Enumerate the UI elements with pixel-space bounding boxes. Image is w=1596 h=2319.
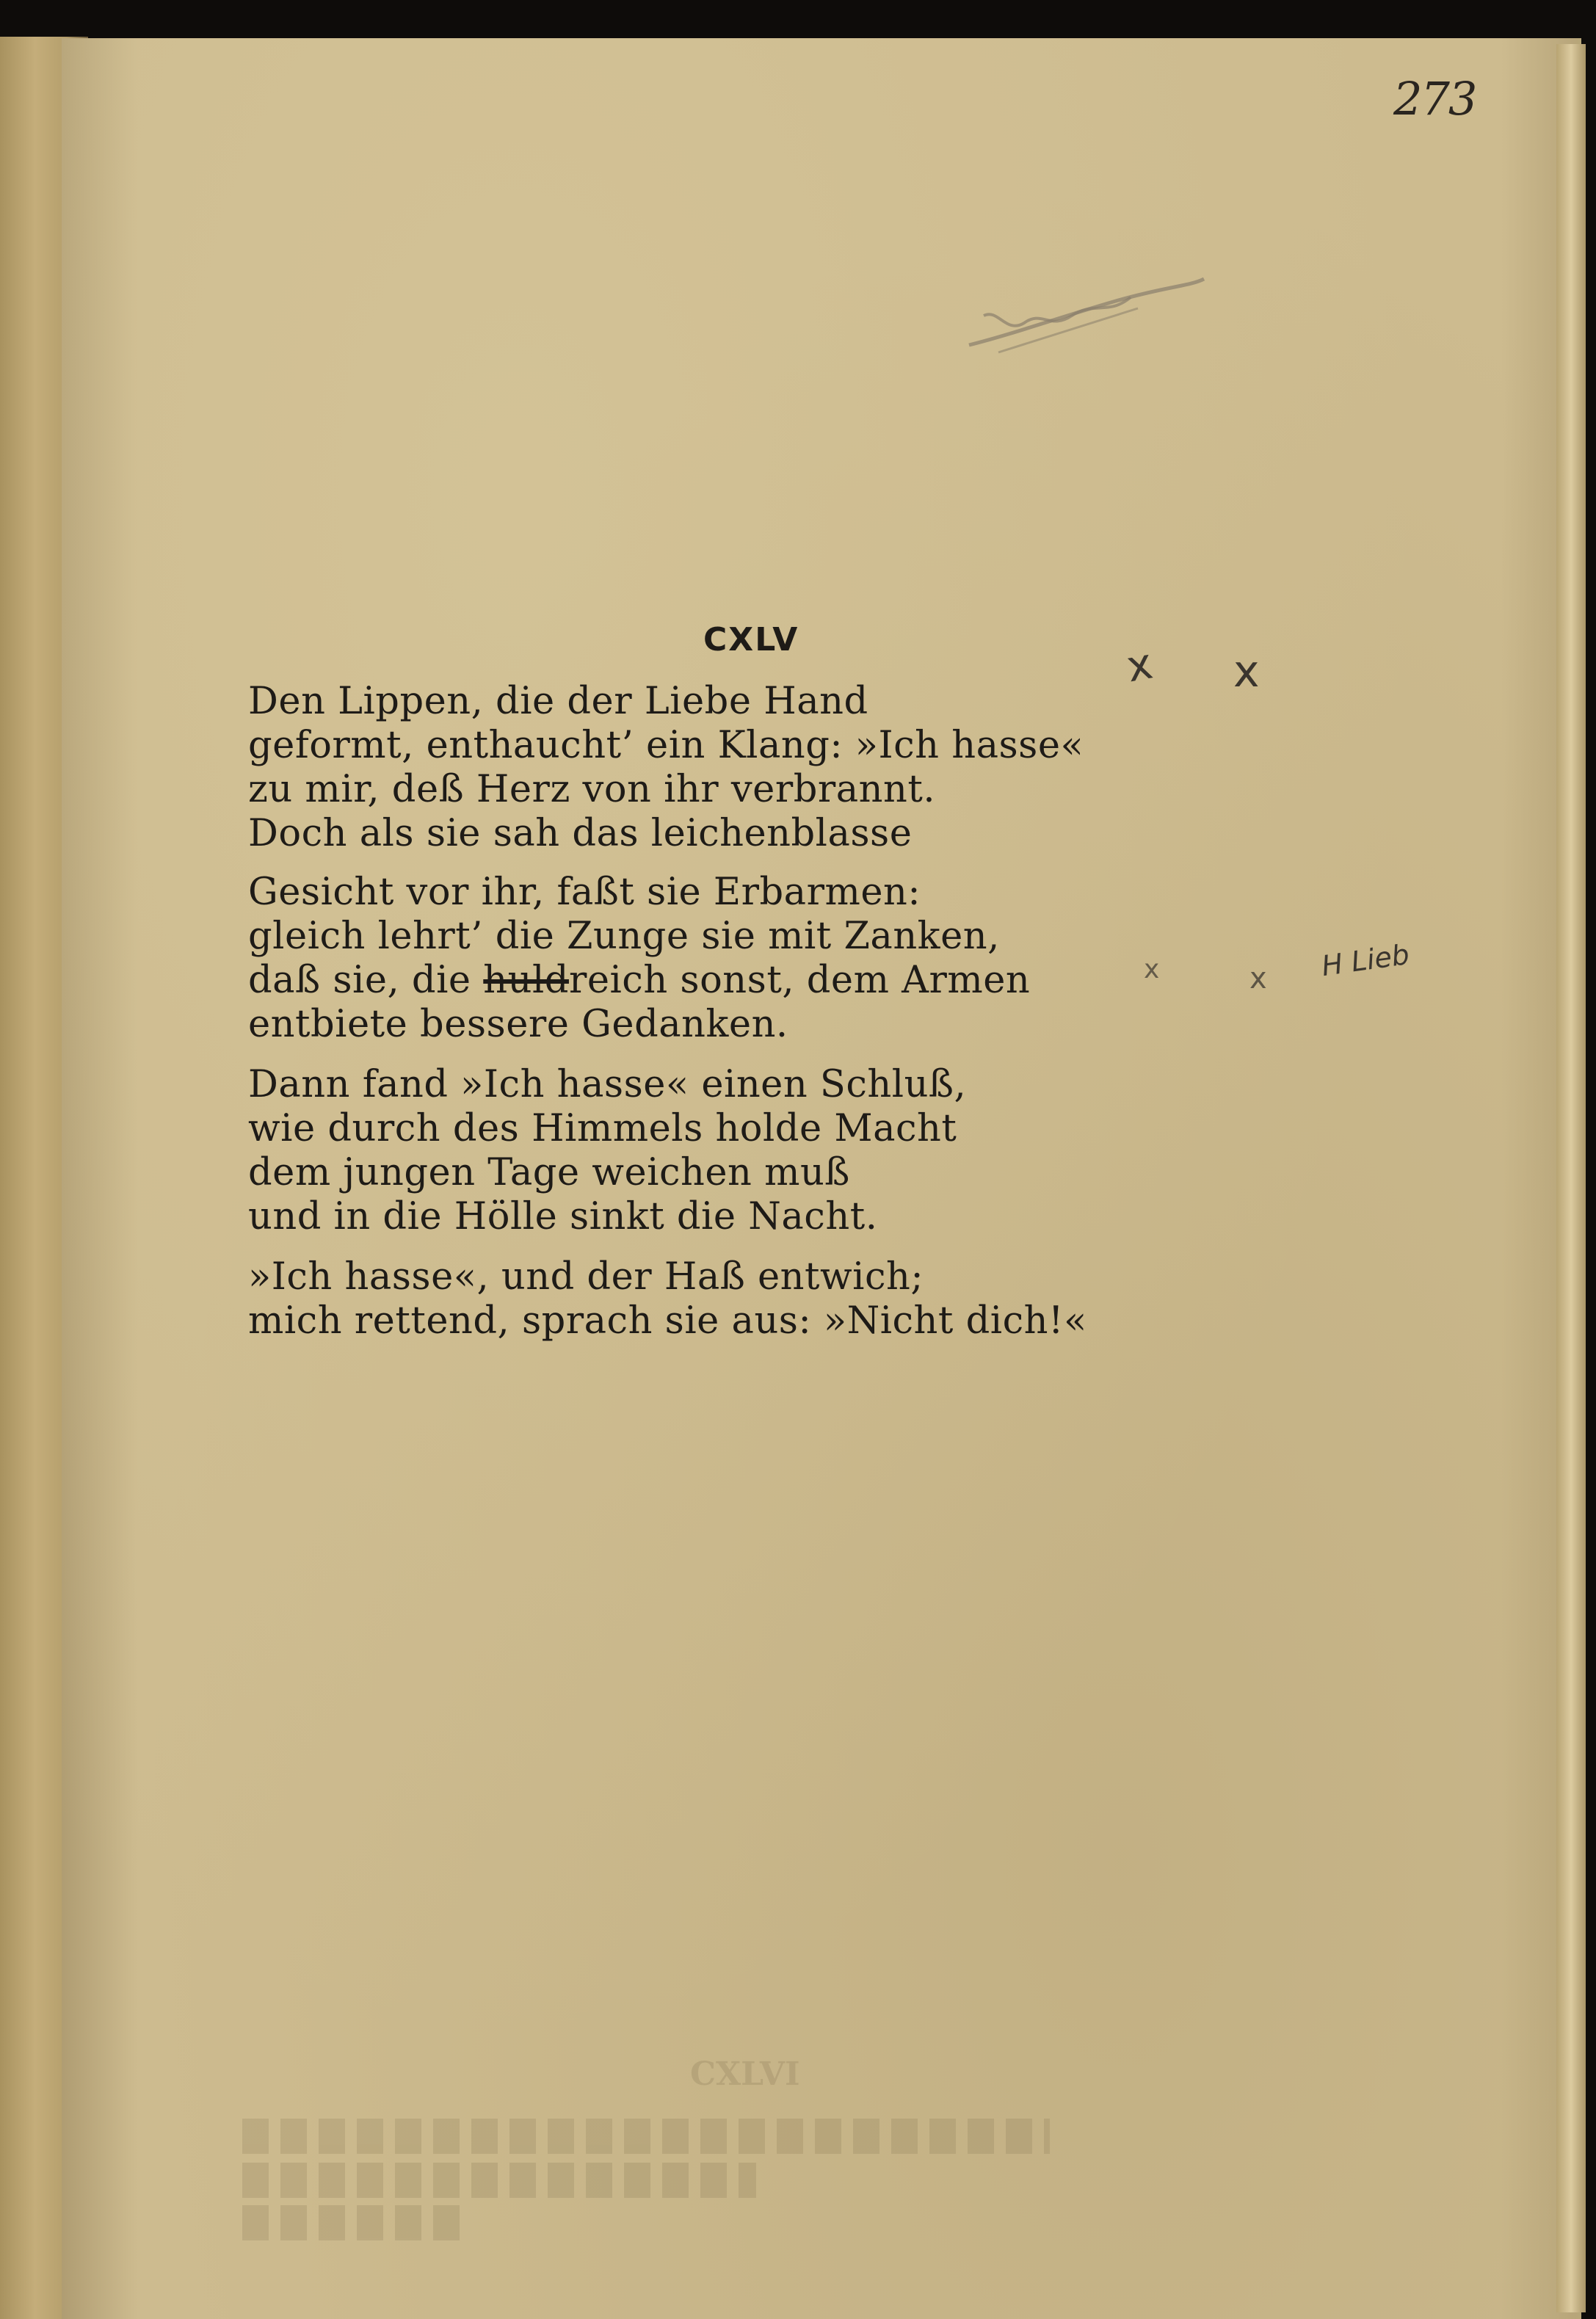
pencil-scribble-mark xyxy=(954,264,1219,367)
poem-line: Dann fand »Ich hasse« einen Schluß, xyxy=(248,1063,967,1106)
poem-line: Gesicht vor ihr, faßt sie Erbarmen: xyxy=(248,871,921,914)
poem-line: gleich lehrt’ die Zunge sie mit Zanken, xyxy=(248,915,1000,958)
show-through-line xyxy=(242,2163,756,2198)
stanza xyxy=(248,1255,1129,1343)
stanza xyxy=(248,1063,1129,1239)
poem-line: Den Lippen, die der Liebe Hand xyxy=(248,680,868,723)
poem-line: und in die Hölle sinkt die Nacht. xyxy=(248,1195,878,1238)
poem-line: »Ich hasse«, und der Haß entwich; xyxy=(248,1255,924,1299)
margin-cross-mark: x xyxy=(1122,638,1156,692)
poem-line: geformt, enthaucht’ ein Klang: »Ich hasse« xyxy=(248,724,1084,767)
show-through-line xyxy=(242,2205,463,2240)
margin-cross-mark: x xyxy=(1233,646,1260,697)
show-through-text xyxy=(242,2055,1050,2232)
poem-line: mich rettend, sprach sie aus: »Nicht dich!« xyxy=(248,1299,1087,1343)
margin-handwritten-note: H Lieb xyxy=(1319,937,1412,983)
poem-line: zu mir, deß Herz von ihr verbrannt. xyxy=(248,768,936,811)
stanza xyxy=(248,680,1129,856)
poem-line: wie durch des Himmels holde Macht xyxy=(248,1107,957,1150)
struck-through-word: huld xyxy=(483,959,569,1002)
poem-line: entbiete bessere Gedanken. xyxy=(248,1003,788,1046)
stanza xyxy=(248,871,1129,1047)
margin-cross-mark: x xyxy=(1144,954,1160,984)
poem-line: daß sie, die huldreich sonst, dem Armen xyxy=(248,959,1031,1002)
show-through-title: CXLVI xyxy=(690,2055,800,2093)
page-stack-edge xyxy=(1556,44,1586,2312)
show-through-line xyxy=(242,2119,1050,2154)
poem-line: Doch als sie sah das leichenblasse xyxy=(248,812,913,855)
handwritten-page-number: 273 xyxy=(1393,72,1476,126)
poem-line: dem jungen Tage weichen muß xyxy=(248,1151,850,1194)
margin-cross-mark: x xyxy=(1249,962,1267,995)
poem-title: CXLV xyxy=(703,621,799,658)
